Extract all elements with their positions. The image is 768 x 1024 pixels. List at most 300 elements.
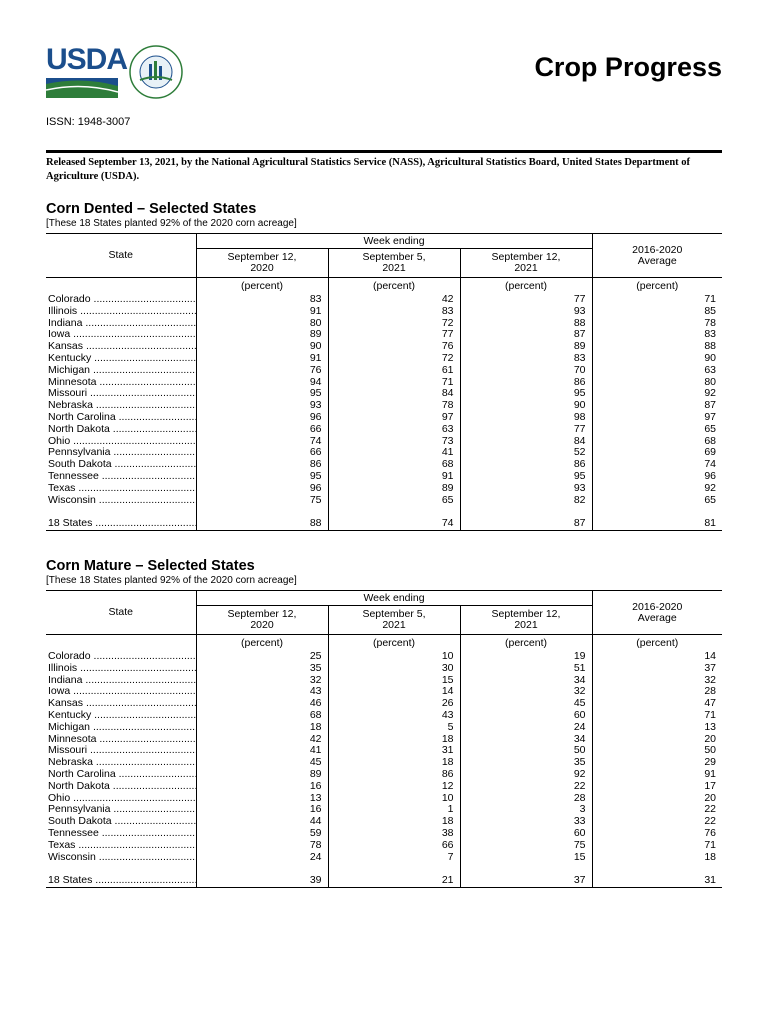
unit-row [46, 278, 722, 295]
value-cell: 22 [592, 804, 722, 816]
col3-header [460, 606, 592, 635]
value-cell: 50 [460, 745, 592, 757]
col2-header [328, 249, 460, 278]
value-cell: 90 [460, 400, 592, 412]
value-cell: 18 [196, 722, 328, 734]
value-cell: 87 [592, 400, 722, 412]
state-name: Nebraska ..... [46, 400, 196, 412]
value-cell: 71 [328, 377, 460, 389]
col3-header-line2: 2021 [514, 619, 538, 631]
state-name: Kansas ..... [46, 698, 196, 710]
total-value-cell: 21 [328, 873, 460, 888]
value-cell: 32 [592, 675, 722, 687]
value-cell: 73 [328, 436, 460, 448]
table-row [46, 804, 722, 816]
table-row [46, 424, 722, 436]
value-cell: 13 [196, 793, 328, 805]
state-name: Indiana ..... [46, 675, 196, 687]
table-row [46, 769, 722, 781]
value-cell: 47 [592, 698, 722, 710]
state-cell [46, 471, 196, 483]
table-row [46, 436, 722, 448]
value-cell: 46 [196, 698, 328, 710]
state-name: Wisconsin ..... [46, 495, 196, 507]
value-cell: 10 [328, 651, 460, 663]
state-name: Ohio ..... [46, 436, 196, 448]
col1-header-line1: September 12, [227, 608, 297, 620]
table-row [46, 353, 722, 365]
table-row [46, 852, 722, 864]
value-cell: 44 [196, 816, 328, 828]
value-cell: 14 [328, 686, 460, 698]
value-cell: 82 [460, 495, 592, 507]
state-cell [46, 365, 196, 377]
total-value-cell: 74 [328, 516, 460, 531]
value-cell: 41 [196, 745, 328, 757]
value-cell: 14 [592, 651, 722, 663]
table-row [46, 675, 722, 687]
state-cell [46, 424, 196, 436]
value-cell: 86 [460, 459, 592, 471]
table-row [46, 318, 722, 330]
col1-header-line2: 2020 [250, 619, 274, 631]
value-cell: 3 [460, 804, 592, 816]
page-title: Crop Progress [534, 52, 722, 82]
value-cell: 65 [328, 495, 460, 507]
table-row [46, 793, 722, 805]
week-ending-header: Week ending [196, 591, 592, 606]
value-cell: 24 [196, 852, 328, 864]
value-cell: 89 [196, 329, 328, 341]
average-header-line1: 2016-2020 [632, 243, 683, 256]
value-cell: 42 [328, 294, 460, 306]
value-cell: 35 [196, 663, 328, 675]
table-row [46, 377, 722, 389]
state-cell [46, 769, 196, 781]
unit-cell: (percent) [592, 635, 722, 652]
state-name: Colorado ..... [46, 294, 196, 306]
value-cell: 45 [460, 698, 592, 710]
value-cell: 74 [196, 436, 328, 448]
value-cell: 66 [196, 447, 328, 459]
state-name: North Dakota ..... [46, 781, 196, 793]
col1-header-line1: September 12, [227, 251, 297, 263]
value-cell: 76 [328, 341, 460, 353]
table-row [46, 341, 722, 353]
total-value-cell: 39 [196, 873, 328, 888]
value-cell: 97 [592, 412, 722, 424]
average-header-line1: 2016-2020 [632, 600, 683, 613]
state-name: Indiana ..... [46, 318, 196, 330]
value-cell: 66 [196, 424, 328, 436]
state-cell [46, 745, 196, 757]
state-name: Illinois ..... [46, 663, 196, 675]
value-cell: 90 [592, 353, 722, 365]
value-cell: 72 [328, 318, 460, 330]
state-cell [46, 459, 196, 471]
state-name: Kansas ..... [46, 341, 196, 353]
value-cell: 89 [460, 341, 592, 353]
table-row [46, 663, 722, 675]
col2-header-line2: 2021 [382, 619, 406, 631]
state-cell [46, 341, 196, 353]
col3-header [460, 249, 592, 278]
value-cell: 78 [328, 400, 460, 412]
value-cell: 24 [460, 722, 592, 734]
value-cell: 63 [328, 424, 460, 436]
state-cell [46, 329, 196, 341]
value-cell: 68 [592, 436, 722, 448]
value-cell: 20 [592, 793, 722, 805]
value-cell: 95 [196, 388, 328, 400]
value-cell: 93 [196, 400, 328, 412]
value-cell: 10 [328, 793, 460, 805]
table-row [46, 483, 722, 495]
state-cell [46, 318, 196, 330]
value-cell: 75 [196, 495, 328, 507]
value-cell: 32 [460, 686, 592, 698]
state-cell [46, 804, 196, 816]
table-row [46, 294, 722, 306]
state-cell [46, 686, 196, 698]
value-cell: 86 [328, 769, 460, 781]
average-header-line2: Average [637, 254, 677, 267]
state-name: South Dakota ..... [46, 816, 196, 828]
value-cell: 71 [592, 294, 722, 306]
ag-counts-seal-icon [128, 44, 184, 100]
value-cell: 83 [460, 353, 592, 365]
state-cell [46, 306, 196, 318]
value-cell: 83 [328, 306, 460, 318]
state-name: Iowa ..... [46, 329, 196, 341]
unit-row [46, 635, 722, 652]
value-cell: 98 [460, 412, 592, 424]
section-title: Corn Dented – Selected States [46, 201, 257, 217]
state-name: Kentucky ..... [46, 710, 196, 722]
value-cell: 87 [460, 329, 592, 341]
total-row [46, 873, 722, 888]
state-name: Missouri ..... [46, 745, 196, 757]
state-name: Illinois ..... [46, 306, 196, 318]
value-cell: 18 [328, 757, 460, 769]
state-cell [46, 828, 196, 840]
value-cell: 5 [328, 722, 460, 734]
total-row [46, 516, 722, 531]
value-cell: 90 [196, 341, 328, 353]
table-row [46, 306, 722, 318]
unit-cell: (percent) [328, 278, 460, 295]
value-cell: 18 [592, 852, 722, 864]
value-cell: 38 [328, 828, 460, 840]
value-cell: 83 [592, 329, 722, 341]
value-cell: 77 [328, 329, 460, 341]
value-cell: 18 [328, 816, 460, 828]
value-cell: 75 [460, 840, 592, 852]
state-cell [46, 757, 196, 769]
value-cell: 71 [592, 840, 722, 852]
col3-header-line1: September 12, [491, 608, 561, 620]
state-name: Michigan ..... [46, 722, 196, 734]
table-row [46, 757, 722, 769]
value-cell: 92 [592, 388, 722, 400]
state-name: Wisconsin ..... [46, 852, 196, 864]
value-cell: 85 [592, 306, 722, 318]
value-cell: 16 [196, 781, 328, 793]
table-row [46, 828, 722, 840]
state-cell [46, 675, 196, 687]
total-value-cell: 88 [196, 516, 328, 531]
table-row [46, 388, 722, 400]
value-cell: 66 [328, 840, 460, 852]
average-header-line2: Average [637, 611, 677, 624]
total-label-cell [46, 516, 196, 531]
value-cell: 95 [196, 471, 328, 483]
value-cell: 15 [460, 852, 592, 864]
state-cell [46, 781, 196, 793]
unit-cell: (percent) [196, 278, 328, 295]
state-cell [46, 734, 196, 746]
col2-header [328, 606, 460, 635]
state-cell [46, 710, 196, 722]
average-column-header [592, 591, 722, 635]
state-name: Michigan ..... [46, 365, 196, 377]
section-note: [These 18 States planted 92% of the 2020 corn acreage] [46, 575, 297, 586]
state-cell [46, 816, 196, 828]
value-cell: 33 [460, 816, 592, 828]
value-cell: 86 [196, 459, 328, 471]
value-cell: 68 [328, 459, 460, 471]
value-cell: 83 [196, 294, 328, 306]
release-statement: Released September 13, 2021, by the National Agricultural Statistics Service (NASS), Agricultural Statistics Board, United States Department of Agriculture (USDA). [46, 157, 691, 182]
total-label: 18 States ..... [46, 873, 196, 887]
value-cell: 37 [592, 663, 722, 675]
value-cell: 68 [196, 710, 328, 722]
value-cell: 43 [196, 686, 328, 698]
table-row [46, 710, 722, 722]
header-divider [46, 150, 722, 153]
state-cell [46, 663, 196, 675]
value-cell: 76 [592, 828, 722, 840]
value-cell: 35 [460, 757, 592, 769]
table-row [46, 447, 722, 459]
table-row [46, 816, 722, 828]
value-cell: 30 [328, 663, 460, 675]
value-cell: 89 [196, 769, 328, 781]
table-row [46, 495, 722, 507]
value-cell: 12 [328, 781, 460, 793]
value-cell: 41 [328, 447, 460, 459]
section-note: [These 18 States planted 92% of the 2020 corn acreage] [46, 218, 297, 229]
value-cell: 88 [460, 318, 592, 330]
state-cell [46, 436, 196, 448]
value-cell: 61 [328, 365, 460, 377]
value-cell: 50 [592, 745, 722, 757]
value-cell: 94 [196, 377, 328, 389]
value-cell: 22 [592, 816, 722, 828]
value-cell: 86 [460, 377, 592, 389]
corn-mature-table [46, 590, 722, 888]
spacer-row [46, 506, 722, 516]
value-cell: 74 [592, 459, 722, 471]
value-cell: 80 [196, 318, 328, 330]
value-cell: 32 [196, 675, 328, 687]
unit-cell: (percent) [196, 635, 328, 652]
table-row [46, 365, 722, 377]
state-cell [46, 840, 196, 852]
value-cell: 28 [460, 793, 592, 805]
table-row [46, 400, 722, 412]
corn-dented-table [46, 233, 722, 531]
value-cell: 89 [328, 483, 460, 495]
value-cell: 71 [592, 710, 722, 722]
value-cell: 72 [328, 353, 460, 365]
col1-header [196, 249, 328, 278]
value-cell: 34 [460, 675, 592, 687]
state-name: North Dakota ..... [46, 424, 196, 436]
value-cell: 31 [328, 745, 460, 757]
state-cell [46, 400, 196, 412]
unit-cell: (percent) [592, 278, 722, 295]
value-cell: 91 [196, 306, 328, 318]
value-cell: 20 [592, 734, 722, 746]
value-cell: 93 [460, 306, 592, 318]
total-label-cell [46, 873, 196, 888]
table-row [46, 781, 722, 793]
table-row [46, 734, 722, 746]
value-cell: 93 [460, 483, 592, 495]
table-row [46, 459, 722, 471]
value-cell: 88 [592, 341, 722, 353]
value-cell: 59 [196, 828, 328, 840]
unit-cell-blank [46, 278, 196, 295]
value-cell: 17 [592, 781, 722, 793]
unit-cell: (percent) [328, 635, 460, 652]
value-cell: 13 [592, 722, 722, 734]
value-cell: 69 [592, 447, 722, 459]
total-value-cell: 87 [460, 516, 592, 531]
state-name: Pennsylvania ..... [46, 804, 196, 816]
table-row [46, 722, 722, 734]
state-cell [46, 377, 196, 389]
report-header [46, 44, 722, 104]
table-row [46, 745, 722, 757]
issn-number: ISSN: 1948-3007 [46, 116, 131, 128]
state-name: North Carolina ..... [46, 769, 196, 781]
value-cell: 42 [196, 734, 328, 746]
total-value-cell: 81 [592, 516, 722, 531]
state-name: Colorado ..... [46, 651, 196, 663]
state-cell [46, 722, 196, 734]
state-name: North Carolina ..... [46, 412, 196, 424]
total-value-cell: 37 [460, 873, 592, 888]
state-name: Texas ..... [46, 840, 196, 852]
total-value-cell: 31 [592, 873, 722, 888]
corn-dented-section [46, 201, 722, 530]
value-cell: 91 [592, 769, 722, 781]
unit-cell-blank [46, 635, 196, 652]
value-cell: 18 [328, 734, 460, 746]
state-name: Kentucky ..... [46, 353, 196, 365]
state-name: Pennsylvania ..... [46, 447, 196, 459]
state-cell [46, 447, 196, 459]
state-column-header: State [46, 591, 196, 635]
usda-logo [46, 43, 128, 100]
corn-mature-section [46, 558, 722, 887]
value-cell: 25 [196, 651, 328, 663]
state-cell [46, 388, 196, 400]
value-cell: 29 [592, 757, 722, 769]
value-cell: 43 [328, 710, 460, 722]
col1-header-line2: 2020 [250, 262, 274, 274]
usda-logo-field-icon [46, 78, 118, 98]
value-cell: 52 [460, 447, 592, 459]
value-cell: 28 [592, 686, 722, 698]
state-cell [46, 651, 196, 663]
value-cell: 76 [196, 365, 328, 377]
value-cell: 34 [460, 734, 592, 746]
state-name: Tennessee ..... [46, 471, 196, 483]
value-cell: 60 [460, 828, 592, 840]
state-cell [46, 495, 196, 507]
state-cell [46, 698, 196, 710]
value-cell: 95 [460, 471, 592, 483]
table-row [46, 651, 722, 663]
value-cell: 80 [592, 377, 722, 389]
state-name: Nebraska ..... [46, 757, 196, 769]
state-name: Missouri ..... [46, 388, 196, 400]
spacer-row [46, 863, 722, 873]
value-cell: 1 [328, 804, 460, 816]
value-cell: 19 [460, 651, 592, 663]
state-cell [46, 852, 196, 864]
section-title: Corn Mature – Selected States [46, 558, 255, 574]
value-cell: 15 [328, 675, 460, 687]
table-row [46, 329, 722, 341]
value-cell: 95 [460, 388, 592, 400]
state-cell [46, 483, 196, 495]
value-cell: 84 [460, 436, 592, 448]
state-name: Tennessee ..... [46, 828, 196, 840]
state-name: Ohio ..... [46, 793, 196, 805]
week-ending-header: Week ending [196, 234, 592, 249]
usda-logo-text: USDA [46, 43, 128, 76]
value-cell: 16 [196, 804, 328, 816]
value-cell: 96 [592, 471, 722, 483]
state-name: South Dakota ..... [46, 459, 196, 471]
col2-header-line1: September 5, [362, 251, 426, 263]
value-cell: 91 [328, 471, 460, 483]
value-cell: 7 [328, 852, 460, 864]
average-column-header [592, 234, 722, 278]
table-row [46, 840, 722, 852]
value-cell: 97 [328, 412, 460, 424]
col1-header [196, 606, 328, 635]
value-cell: 65 [592, 495, 722, 507]
table-row [46, 698, 722, 710]
value-cell: 45 [196, 757, 328, 769]
value-cell: 22 [460, 781, 592, 793]
value-cell: 70 [460, 365, 592, 377]
value-cell: 26 [328, 698, 460, 710]
value-cell: 77 [460, 424, 592, 436]
table-row [46, 412, 722, 424]
total-label: 18 States ..... [46, 516, 196, 530]
value-cell: 92 [592, 483, 722, 495]
value-cell: 91 [196, 353, 328, 365]
col2-header-line1: September 5, [362, 608, 426, 620]
col3-header-line1: September 12, [491, 251, 561, 263]
value-cell: 65 [592, 424, 722, 436]
